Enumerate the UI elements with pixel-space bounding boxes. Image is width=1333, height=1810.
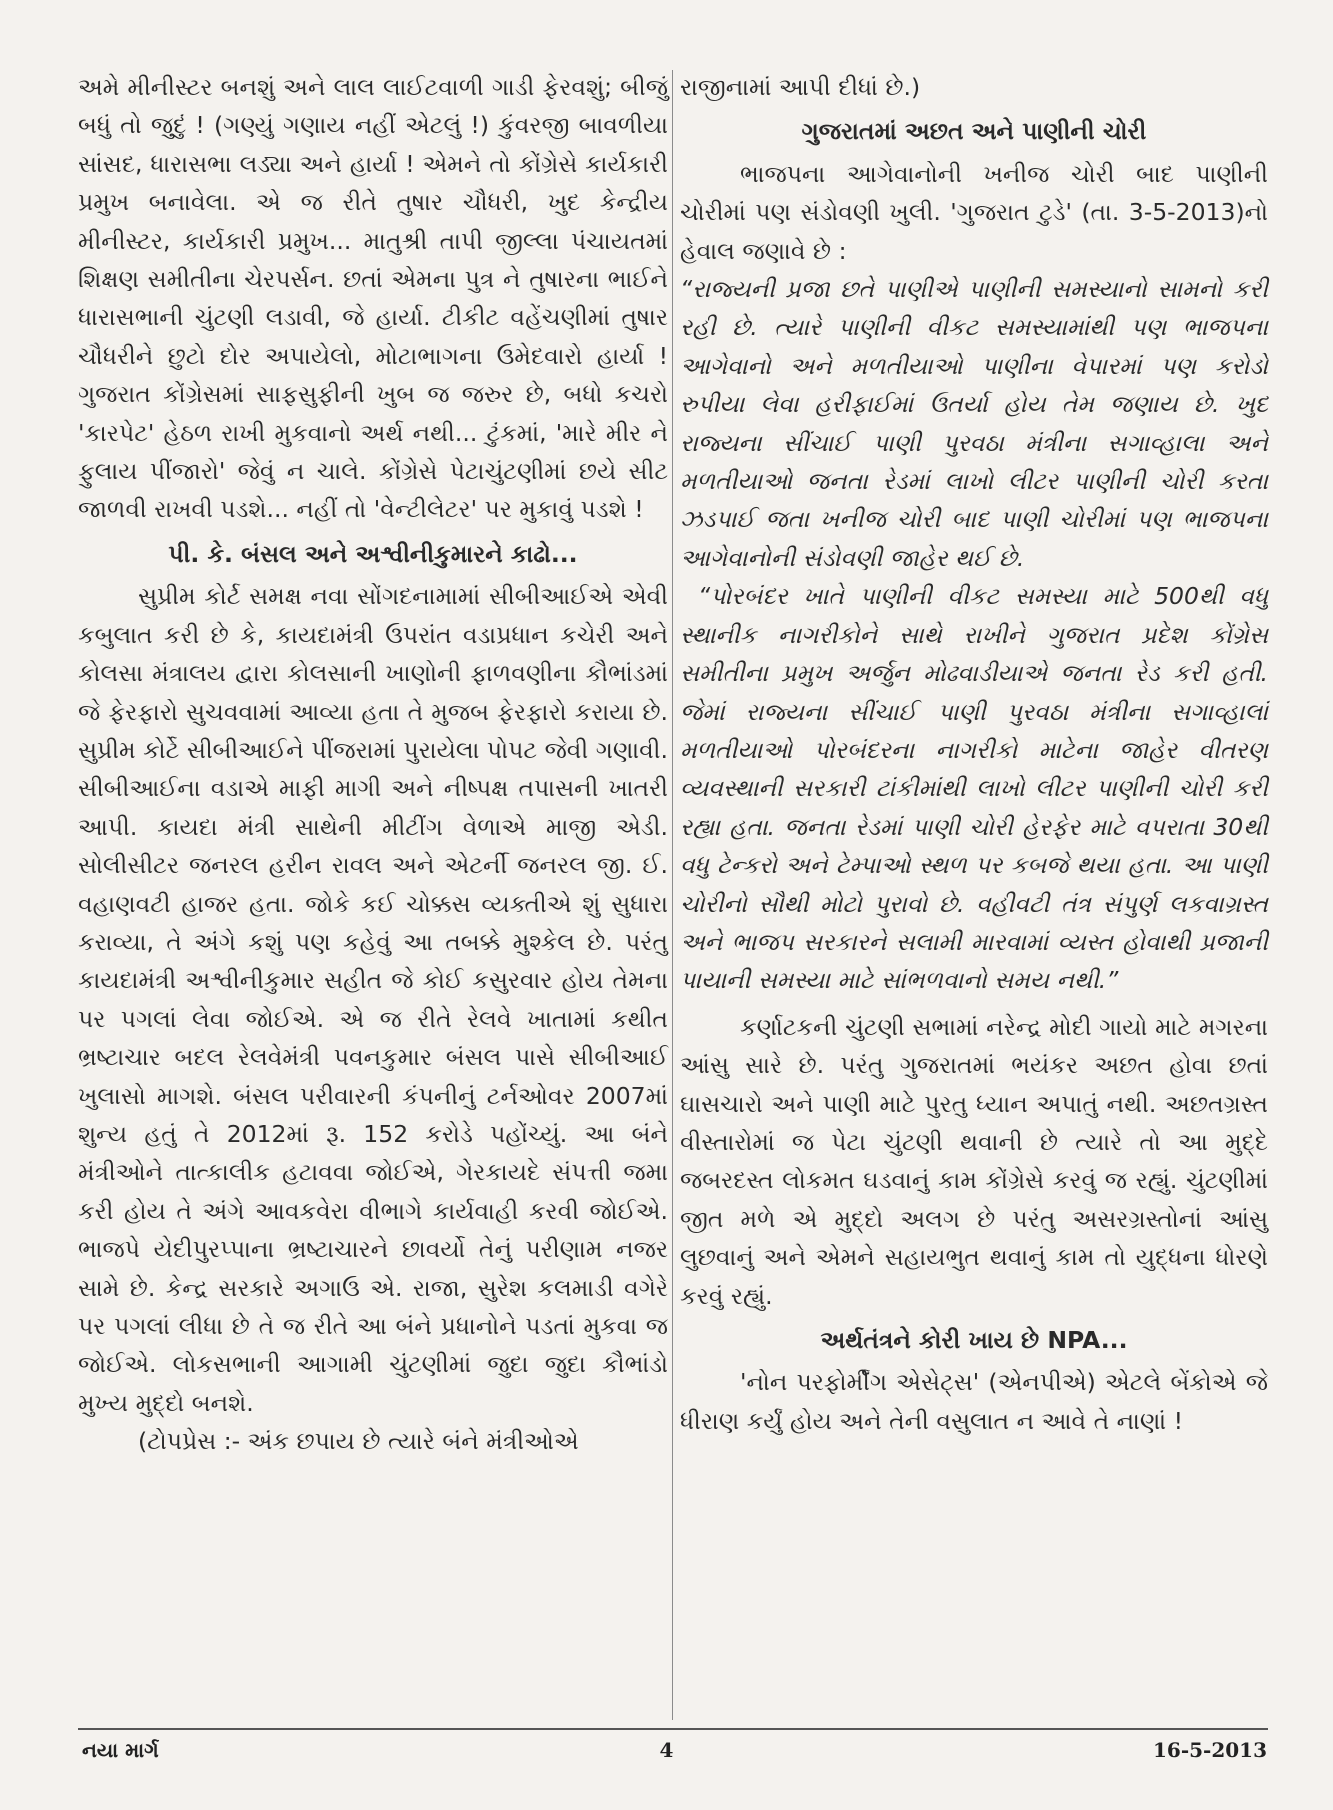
right-paragraph-1: રાજીનામાં આપી દીધાં છે.)	[680, 73, 921, 101]
quote-2: “પોરબંદર ખાતે પાણીની વીકટ સમસ્યા માટે 500થી વધુ સ્થાનીક નાગરીકોને સાથે રાખીને ગુજરાત પ્રદેશ કોંગ્રેસ સમીતીના પ્રમુખ અર્જુન મોઢવાડીયાએ જનતા રેડ કરી હતી. જેમાં રાજ્યના સીંચાઈ પાણી પુરવઠા મંત્રીના સગાવ્હાલાં મળતીયાઓ પોરબંદરના નાગરીકો માટેના જાહેર વીતરણ વ્યવસ્થાની સરકારી ટાંકીમાંથી લાખો લીટર પાણીની ચોરી કરી રહ્યા હતા. જનતા રેડમાં પાણી ચોરી હેરફેર માટે વપરાતા 30થી વધુ ટેન્કરો અને ટેમ્પાઓ સ્થળ પર કબજે થયા હતા. આ પાણી ચોરીનો સૌથી મોટો પુરાવો છે. વહીવટી તંત્ર સંપુર્ણ લકવાગ્રસ્ત અને ભાજપ સરકારને સલામી મારવામાં વ્યસ્ત હોવાથી પ્રજાની પાયાની સમસ્યા માટે સાંભળવાનો સમય નથી.”	[680, 582, 1268, 995]
issue-date: 16-5-2013	[1152, 1738, 1267, 1762]
right-heading-2: અર્થતંત્રને કોરી ખાય છે NPA...	[820, 1326, 1128, 1354]
page-number: 4	[659, 1738, 674, 1762]
right-column	[680, 68, 1268, 1440]
left-paragraph-2: સુપ્રીમ કોર્ટ સમક્ષ નવા સોંગદનામામાં સીબીઆઈએ એવી કબુલાત કરી છે કે, કાયદામંત્રી ઉપરાંત વડાપ્રધાન કચેરી અને કોલસા મંત્રાલય દ્વારા કોલસાની ખાણોની ફાળવણીના કૌભાંડમાં જે ફેરફારો સુચવવામાં આવ્યા હતા તે મુજબ ફેરફારો કરાયા છે. સુપ્રીમ કોર્ટે સીબીઆઈને પીંજરામાં પુરાયેલા પોપટ જેવી ગણાવી. સીબીઆઈના વડાએ માફી માગી અને નીષ્પક્ષ તપાસની ખાતરી આપી. કાયદા મંત્રી સાથેની મીટીંગ વેળાએ માજી એડી. સોલીસીટર જનરલ હરીન રાવલ અને એટર્ની જનરલ જી. ઈ. વહાણવટી હાજર હતા. જોકે કઈ ચોક્કસ વ્યક્તીએ શું સુધારા કરાવ્યા, તે અંગે કશું પણ કહેવું આ તબક્કે મુશ્કેલ છે. પરંતુ કાયદામંત્રી અશ્વીનીકુમાર સહીત જે કોઈ કસુરવાર હોય તેમના પર પગલાં લેવા જોઈએ. એ જ રીતે રેલવે ખાતામાં કથીત ભ્રષ્ટાચાર બદલ રેલવેમંત્રી પવનકુમાર બંસલ પાસે સીબીઆઈ ખુલાસો માગશે. બંસલ પરીવારની કંપનીનું ટર્નઓવર 2007માં શુન્ય હતું તે 2012માં રૂ. 152 કરોડે પહોંચ્યું. આ બંને મંત્રીઓને તાત્કાલીક હટાવવા જોઈએ, ગેરકાયદે સંપત્તી જમા કરી હોય તે અંગે આવકવેરા વીભાગે કાર્યવાહી કરવી જોઈએ. ભાજપે યેદીપુરપ્પાના ભ્રષ્ટાચારને છાવર્યો તેનું પરીણામ નજર સામે છે. કેન્દ્ર સરકારે અગાઉ એ. રાજા, સુરેશ કલમાડી વગેરે પર પગલાં લીધા છે તે જ રીતે આ બંને પ્રધાનોને પડતાં મુકવા જ જોઈએ. લોકસભાની આગામી ચુંટણીમાં જુદા જુદા કૌભાંડો મુખ્ય મુદ્દો બનશે.	[78, 582, 668, 1417]
right-paragraph-4: 'નોન પરફોર્મીંગ એસેટ્સ' (એનપીએ) એટલે બેંકોએ જે ધીરાણ કર્યું હોય અને તેની વસુલાત ન આવે તે નાણાં !	[680, 1368, 1268, 1435]
quote-1: “રાજ્યની પ્રજા છતે પાણીએ પાણીની સમસ્યાનો સામનો કરી રહી છે. ત્યારે પાણીની વીકટ સમસ્યામાંથી પણ ભાજપના આગેવાનો અને મળતીયાઓ પાણીના વેપારમાં પણ કરોડો રુપીયા લેવા હરીફાઈમાં ઉતર્યા હોય તેમ જણાય છે. ખુદ રાજ્યના સીંચાઈ પાણી પુરવઠા મંત્રીના સગાવ્હાલા અને મળતીયાઓ જનતા રેડમાં લાખો લીટર પાણીની ચોરી કરતા ઝડપાઈ જતા ખનીજ ચોરી બાદ પાણી ચોરીમાં પણ ભાજપના આગેવાનોની સંડોવણી જાહેર થઈ છે.	[680, 275, 1268, 572]
footer-rule	[78, 1728, 1268, 1730]
left-paragraph-1: અમે મીનીસ્ટર બનશું અને લાલ લાઈટવાળી ગાડી ફેરવશું; બીજું બધું તો જુદું ! (ગણ્યું ગણાય નહીં એટલું !) કુંવરજી બાવળીયા સાંસદ, ધારાસભા લડ્યા અને હાર્યા ! એમને તો કોંગ્રેસે કાર્યકારી પ્રમુખ બનાવેલા. એ જ રીતે તુષાર ચૌધરી, ખુદ કેન્દ્રીય મીનીસ્ટર, કાર્યકારી પ્રમુખ... માતુશ્રી તાપી જીલ્લા પંચાયતમાં શિક્ષણ સમીતીના ચેરપર્સન. છતાં એમના પુત્ર ને તુષારના ભાઈને ધારાસભાની ચુંટણી લડાવી, જે હાર્યા. ટીકીટ વહેંચણીમાં તુષાર ચૌધરીને છુટો દોર અપાયેલો, મોટાભાગના ઉમેદવારો હાર્યા ! ગુજરાત કોંગ્રેસમાં સાફસુફીની ખુબ જ જરુર છે, બધો કચરો 'કારપેટ' હેઠળ રાખી મુકવાનો અર્થ નથી... ટુંકમાં, 'મારે મીર ને ફુલાય પીંજારો' જેવું ન ચાલે. કોંગ્રેસે પેટાચુંટણીમાં છયે સીટ જાળવી રાખવી પડશે... નહીં તો 'વેન્ટીલેટર' પર મુકાવું પડશે !	[78, 73, 668, 524]
publication-name: નયા માર્ગ	[82, 1738, 159, 1762]
left-paragraph-3: (ટોપપ્રેસ :- અંક છપાય છે ત્યારે બંને મંત્રીઓએ	[138, 1427, 579, 1456]
column-divider	[672, 70, 673, 1720]
right-heading-1: ગુજરાતમાં અછત અને પાણીની ચોરી	[801, 117, 1147, 146]
right-paragraph-3: કર્ણાટકની ચુંટણી સભામાં નરેન્દ્ર મોદી ગાયો માટે મગરના આંસુ સારે છે. પરંતુ ગુજરાતમાં ભયંકર અછત હોવા છતાં ઘાસચારો અને પાણી માટે પુરતુ ધ્યાન અપાતું નથી. અછતગ્રસ્ત વીસ્તારોમાં જ પેટા ચુંટણી થવાની છે ત્યારે તો આ મુદ્દે જબરદસ્ત લોકમત ઘડવાનું કામ કોંગ્રેસે કરવું જ રહ્યું. ચુંટણીમાં જીત મળે એ મુદ્દો અલગ છે પરંતુ અસરગ્રસ્તોનાં આંસુ લુછવાનું અને એમને સહાયભુત થવાનું કામ તો યુદ્ધના ધોરણે કરવું રહ્યું.	[680, 1012, 1268, 1310]
right-paragraph-2: ભાજપના આગેવાનોની ખનીજ ચોરી બાદ પાણીની ચોરીમાં પણ સંડોવણી ખુલી. 'ગુજરાત ટુડે' (તા. 3-5-2013)નો હેવાલ જણાવે છે :	[680, 159, 1268, 265]
left-column	[78, 68, 668, 1461]
left-heading: પી. કે. બંસલ અને અશ્વીનીકુમારને કાઢો...	[168, 539, 578, 568]
